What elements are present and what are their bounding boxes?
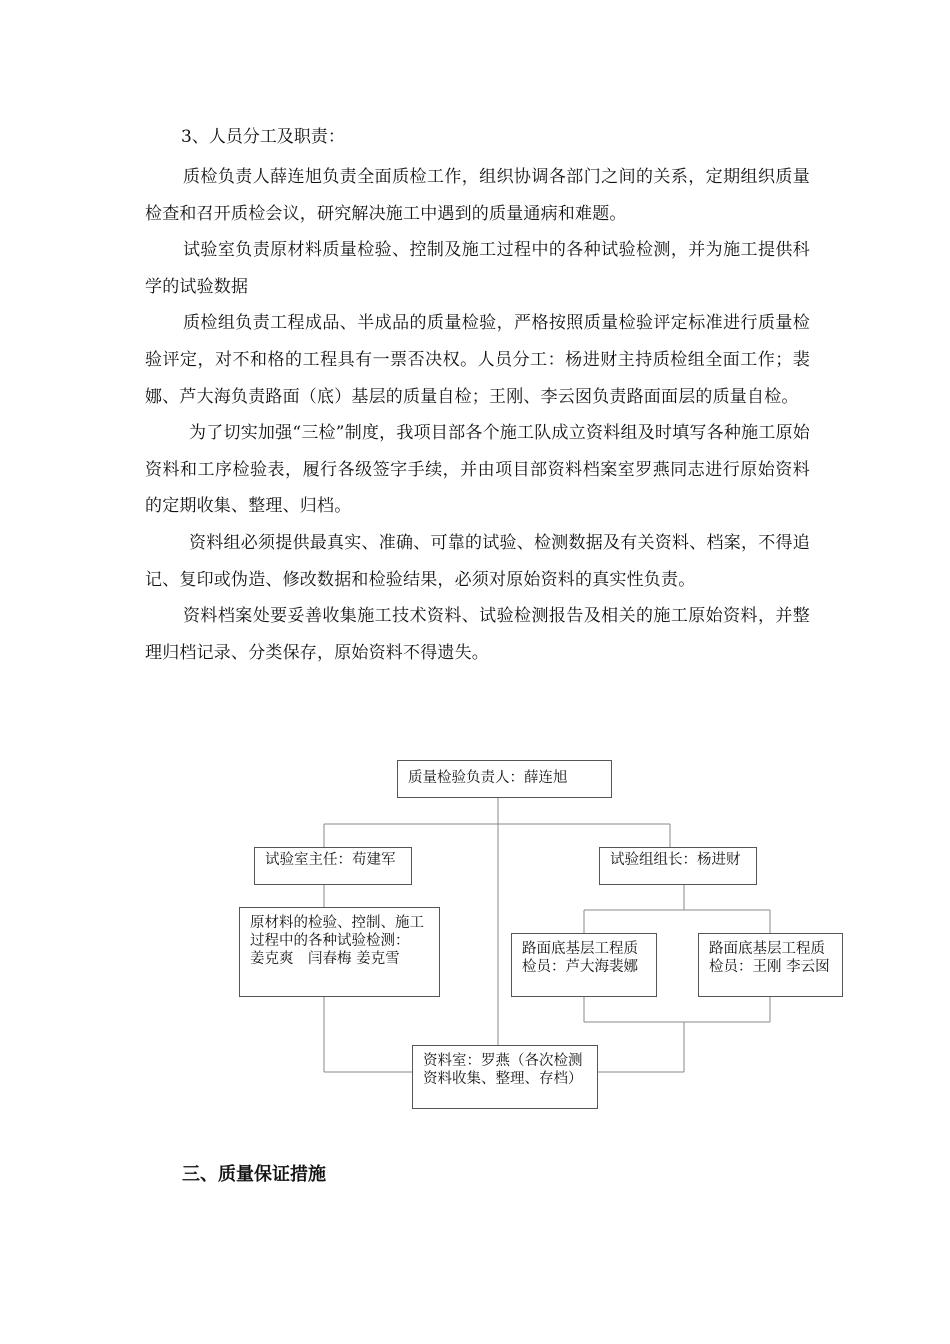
org-box-top: 质量检验负责人：薛连旭: [397, 760, 612, 798]
org-box-qc-surface: 路面底基层工程质检员：王刚 李云囡: [698, 933, 843, 997]
body-text: [145, 119, 810, 671]
paragraph-1: 质检负责人薛连旭负责全面质检工作，组织协调各部门之间的关系，定期组织质量检查和召开质检会议，研究解决施工中遇到的质量通病和难题。: [145, 167, 810, 224]
org-box-archive: 资料室：罗燕（各次检测资料收集、整理、存档）: [412, 1045, 598, 1109]
paragraph-2: 试验室负责原材料质量检验、控制及施工过程中的各种试验检测，并为施工提供科学的试验数据: [145, 240, 810, 297]
paragraph-4: 为了切实加强“三检”制度，我项目部各个施工队成立资料组及时填写各种施工原始资料和工序检验表，履行各级签字手续，并由项目部资料档案室罗燕同志进行原始资料的定期收集、整理、归档。: [145, 423, 810, 517]
paragraph-6: 资料档案处要妥善收集施工技术资料、试验检测报告及相关的施工原始资料，并整理归档记录、分类保存，原始资料不得遗失。: [145, 606, 810, 663]
org-box-qc-head: 试验组组长：杨进财: [599, 847, 757, 885]
org-box-qc-base: 路面底基层工程质检员：芦大海裴娜: [511, 933, 657, 997]
org-box-lab-work: 原材料的检验、控制、施工过程中的各种试验检测： 姜克爽 闫春梅 姜克雪: [239, 907, 440, 997]
paragraph-3: 质检组负责工程成品、半成品的质量检验，严格按照质量检验评定标准进行质量检验评定，对不和格的工程具有一票否决权。人员分工：杨进财主持质检组全面工作；裴娜、芦大海负责路面（底）基层的质量自检；王刚、李云囡负责路面面层的质量自检。: [145, 313, 810, 407]
section-title: 3、人员分工及职责：: [181, 127, 345, 147]
section-heading: 三、质量保证措施: [182, 1164, 326, 1185]
org-box-lab-head: 试验室主任：苟建军: [254, 847, 412, 885]
paragraph-5: 资料组必须提供最真实、准确、可靠的试验、检测数据及有关资料、档案，不得追记、复印或伪造、修改数据和检验结果，必须对原始资料的真实性负责。: [145, 532, 810, 590]
